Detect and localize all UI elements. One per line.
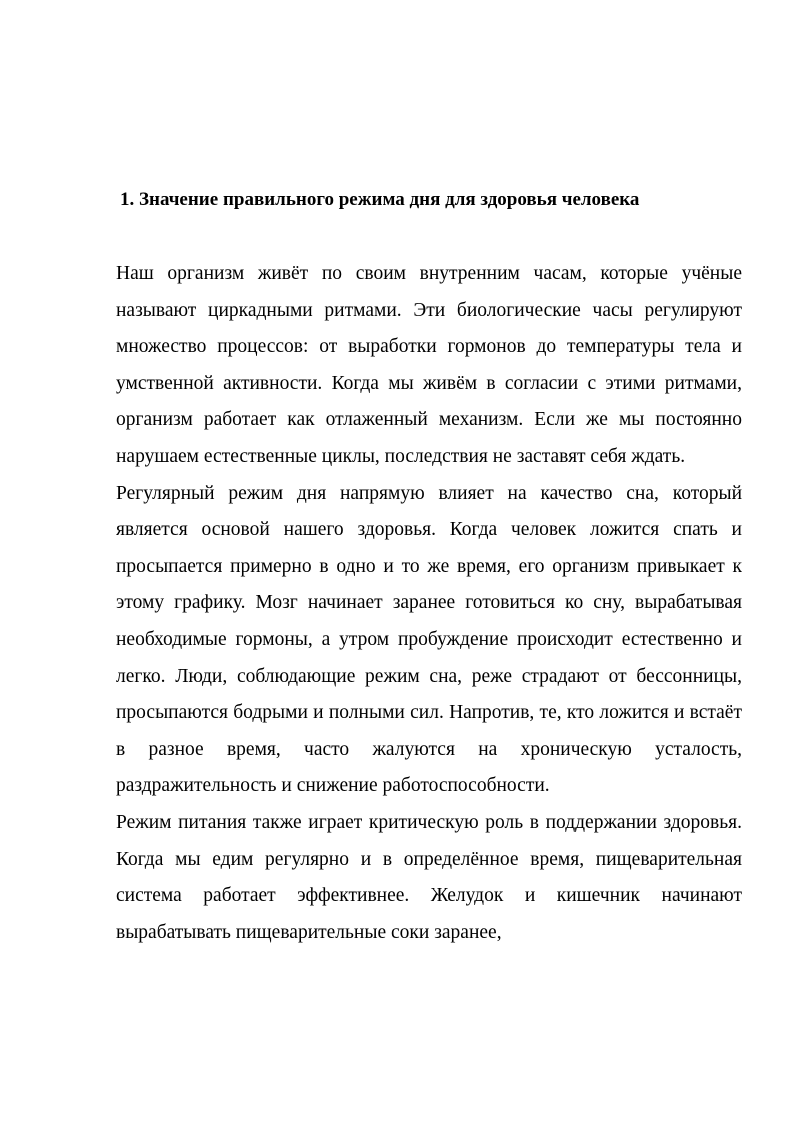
paragraph-circadian-rhythms: Наш организм живёт по своим внутренним часам, которые учёные называют циркадными ритмами. Эти биологические часы регулируют множество процессов: от выработки гормонов до температуры тела и умственной активности. Когда мы живём в согласии с этими ритмами, организм работает как отлаженный механизм. Если же мы постоянно нарушаем естественные циклы, последствия не заставят себя ждать. <box>116 263 742 467</box>
section-heading: 1. Значение правильного режима дня для здоровья человека <box>120 189 640 210</box>
body-text <box>116 256 742 951</box>
paragraph-nutrition-regime: Режим питания также играет критическую роль в поддержании здоровья. Когда мы едим регулярно и в определённое время, пищеварительная система работает эффективнее. Желудок и кишечник начинают вырабатывать пищеварительные соки заранее, <box>116 811 742 943</box>
paragraph-sleep-regime: Регулярный режим дня напрямую влияет на качество сна, который является основой нашего здоровья. Когда человек ложится спать и просыпается примерно в одно и то же время, его организм привыкает к этому графику. Мозг начинает заранее готовиться ко сну, вырабатывая необходимые гормоны, а утром пробуждение происходит естественно и легко. Люди, соблюдающие режим сна, реже страдают от бессонницы, просыпаются бодрыми и полными сил. Напротив, те, кто ложится и встаёт в разное время, часто жалуются на хроническую усталость, раздражительность и снижение работоспособности. <box>116 482 742 797</box>
